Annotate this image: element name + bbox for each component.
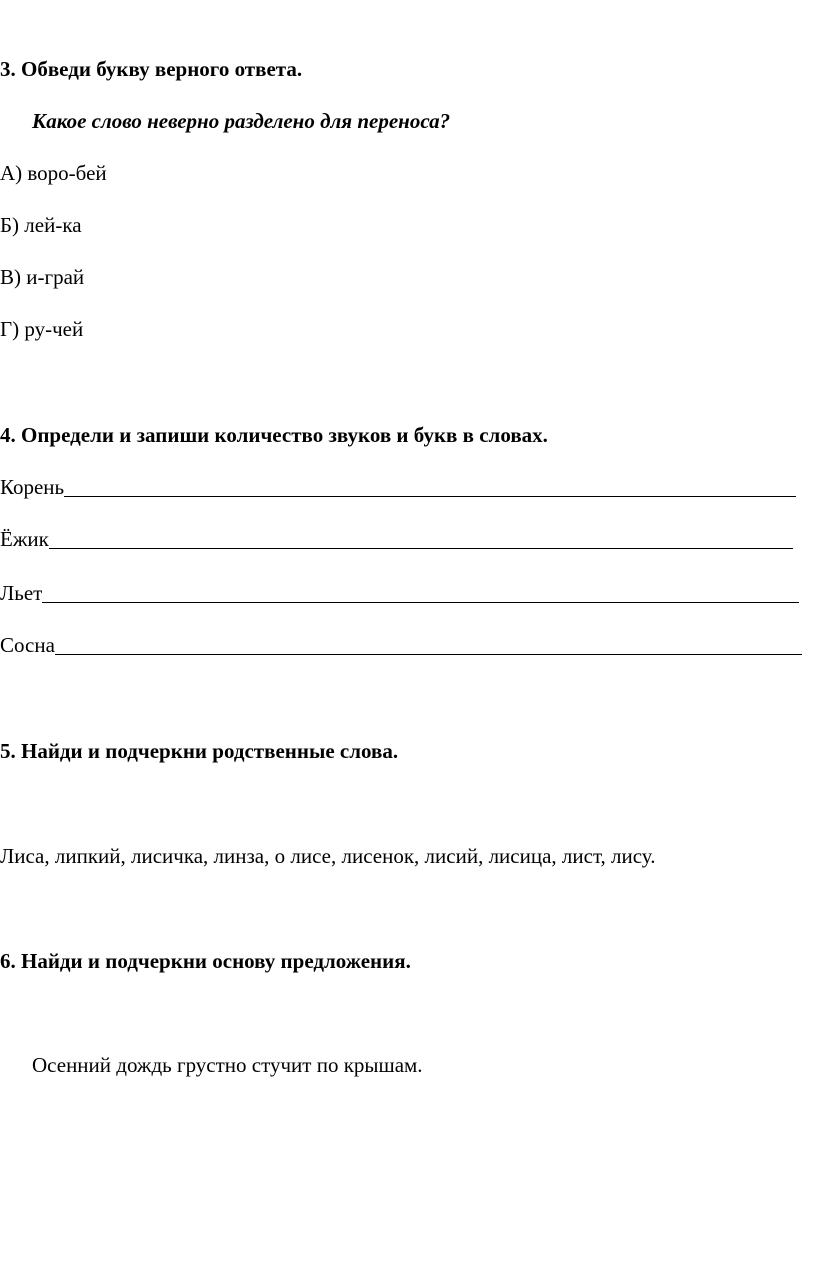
word-label: Корень (0, 475, 65, 499)
task3-heading: 3. Обведи букву верного ответа. (0, 57, 303, 81)
word-row-sosna (0, 632, 802, 658)
task3-option-d: Г) ру-чей (0, 317, 84, 341)
word-row-ezhik (0, 526, 793, 552)
word-row-koren (0, 474, 796, 500)
task3-option-c: В) и-грай (0, 265, 85, 289)
word-label: Ёжик (0, 527, 49, 551)
task6-sentence: Осенний дождь грустно стучит по крышам. (32, 1053, 423, 1077)
task3-question: Какое слово неверно разделено для переноса? (32, 109, 451, 133)
word-label: Сосна (0, 633, 55, 657)
word-label: Льет (0, 581, 43, 605)
answer-blank[interactable] (49, 528, 793, 549)
answer-blank[interactable] (42, 582, 799, 603)
task6-heading: 6. Найди и подчеркни основу предложения. (0, 949, 411, 973)
answer-blank[interactable] (55, 634, 802, 655)
task5-word-list: Лиса, липкий, лисичка, линза, о лисе, лисенок, лисий, лисица, лист, лису. (0, 844, 656, 868)
task3-option-b: Б) лей-ка (0, 213, 82, 237)
answer-blank[interactable] (64, 476, 796, 497)
task5-heading: 5. Найди и подчеркни родственные слова. (0, 739, 399, 763)
word-row-lyet (0, 580, 799, 606)
task3-option-a: А) воро-бей (0, 161, 107, 185)
task4-heading: 4. Определи и запиши количество звуков и букв в словах. (0, 423, 548, 447)
